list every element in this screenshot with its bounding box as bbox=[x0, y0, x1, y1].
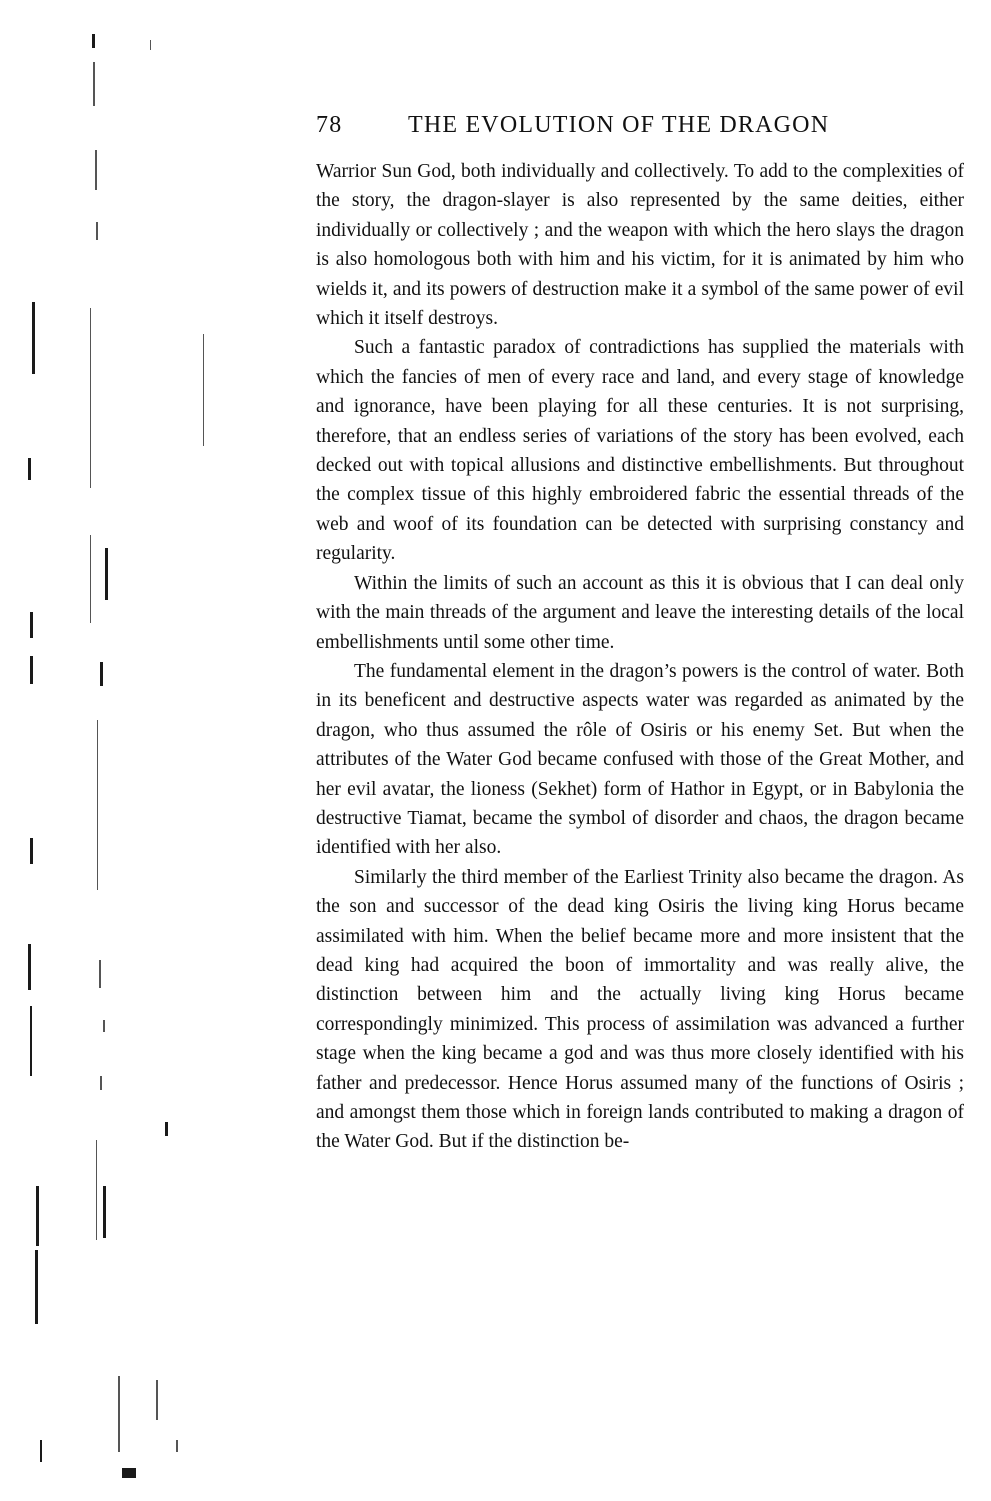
scan-mark bbox=[30, 656, 33, 684]
scan-mark bbox=[150, 40, 151, 50]
running-head bbox=[316, 110, 966, 140]
paragraph-1: Warrior Sun God, both individually and collectively. To add to the complexities of the story, the dragon-slayer is also represented by the same deities, either individually or collectively ; and the weapon with which the hero slays the dragon is also homologous both with him and his victim, for it is animated by him who wields it, and its powers of destruction make it a symbol of the same power of evil which it itself destroys. bbox=[316, 161, 964, 330]
scan-mark bbox=[100, 1076, 102, 1090]
paragraph-3: Within the limits of such an account as this it is obvious that I can deal only with the main threads of the argument and leave the interesting details of the local embellishments until some other time. bbox=[316, 572, 964, 653]
scan-mark bbox=[156, 1380, 158, 1420]
body-text bbox=[316, 157, 964, 1157]
scan-mark bbox=[99, 960, 101, 988]
scan-mark bbox=[176, 1440, 178, 1452]
scan-mark bbox=[40, 1440, 42, 1462]
scan-mark bbox=[103, 1020, 105, 1032]
scan-mark bbox=[103, 1186, 106, 1238]
scan-mark bbox=[122, 1468, 136, 1478]
scan-mark bbox=[118, 1376, 120, 1452]
running-title: THE EVOLUTION OF THE DRAGON bbox=[408, 112, 830, 138]
scan-mark bbox=[30, 612, 33, 638]
scan-mark bbox=[28, 458, 31, 480]
scan-mark bbox=[30, 838, 33, 864]
scan-mark bbox=[30, 1006, 32, 1076]
scan-mark bbox=[100, 662, 103, 686]
paragraph-2: Such a fantastic paradox of contradictions has supplied the materials with which the fancies of men of every race and land, and every stage of knowledge and ignorance, have been playing for all these centuries. It is not surprising, therefore, that an endless series of variations of the story has been evolved, each decked out with topical allusions and distinctive embellishments. But throughout the complex tissue of this highly embroidered fabric the essential threads of the web and woof of its foundation can be detected with surprising constancy and regularity. bbox=[316, 337, 964, 565]
scan-mark bbox=[95, 150, 97, 190]
scan-mark bbox=[93, 62, 95, 106]
scan-mark bbox=[90, 535, 91, 623]
scan-mark bbox=[35, 1250, 38, 1324]
scan-mark bbox=[90, 308, 91, 488]
scan-mark bbox=[32, 302, 35, 374]
paragraph-5: Similarly the third member of the Earliest Trinity also became the dragon. As the son and successor of the dead king Osiris the living king Horus became assimilated with him. When the belief became more and more insistent that the dead king had acquired the boon of immortality and was really alive, the distinction between him and the actually living king Horus became correspondingly minimized. This process of assimilation was advanced a further stage when the king became a god and was thus more closely identified with his father and predecessor. Hence Horus assumed many of the functions of Osiris ; and amongst them those which in foreign lands contributed to making a dragon of the Water God. But if the distinction be- bbox=[316, 866, 964, 1153]
scan-mark bbox=[97, 720, 98, 890]
page-number: 78 bbox=[316, 112, 343, 138]
scan-mark bbox=[165, 1122, 168, 1136]
scan-mark bbox=[36, 1186, 39, 1246]
scan-mark bbox=[92, 34, 95, 48]
scan-mark bbox=[96, 1140, 97, 1240]
scan-mark bbox=[203, 334, 204, 446]
scan-mark bbox=[96, 222, 98, 240]
scan-mark bbox=[28, 944, 31, 990]
scan-mark bbox=[105, 548, 108, 600]
paragraph-4: The fundamental element in the dragon’s powers is the control of water. Both in its beneficent and destructive aspects water was regarded as animated by the dragon, who thus assumed the rôle of Osiris or his enemy Set. But when the attributes of the Water God became confused with those of the Great Mother, and her evil avatar, the lioness (Sekhet) form of Hathor in Egypt, or in Babylonia the destructive Tiamat, became the symbol of disorder and chaos, the dragon became identified with her also. bbox=[316, 660, 964, 859]
